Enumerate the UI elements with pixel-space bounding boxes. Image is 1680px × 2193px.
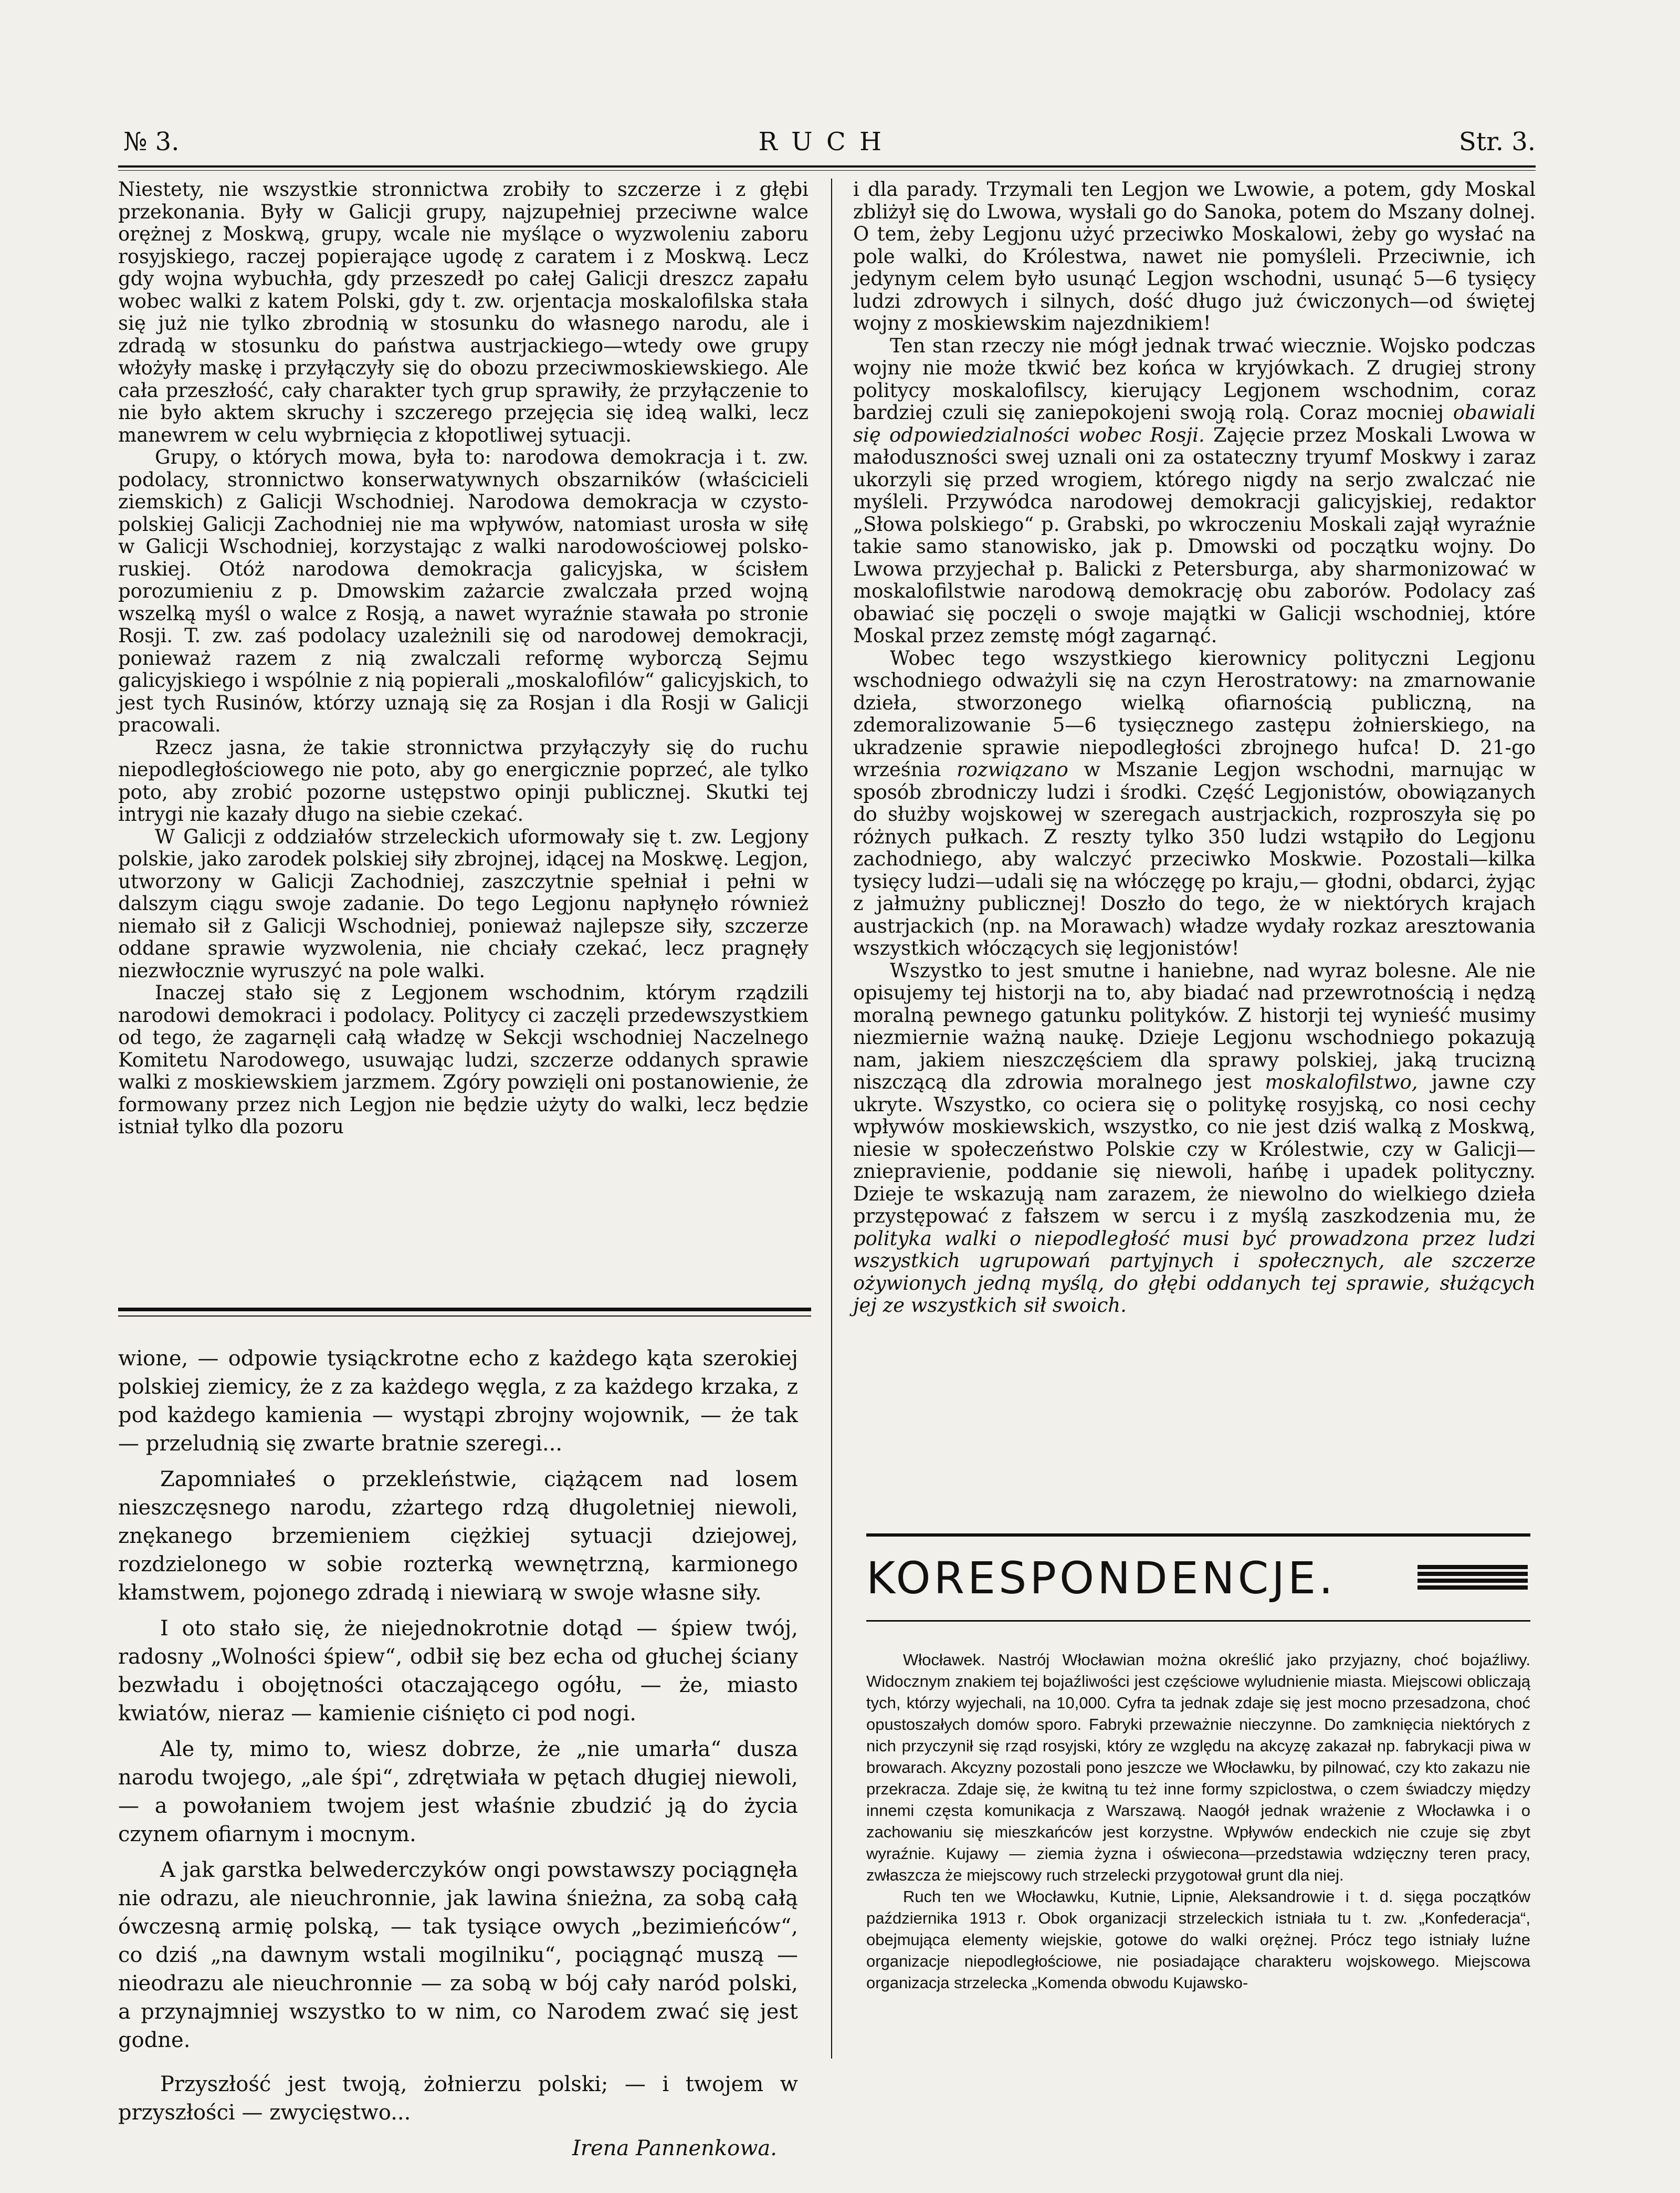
newspaper-title: RUCH	[758, 127, 896, 156]
paragraph: Przyszłość jest twoją, żołnierzu polski; — i twojem w przyszłości — zwycięstwo...	[118, 2072, 798, 2125]
article-column-left	[118, 179, 808, 1139]
column-divider	[831, 179, 832, 2059]
emphasis: moskalofilstwo,	[1265, 1071, 1418, 1093]
paragraph: Niestety, nie wszystkie stronnictwa zrobiły to szczerze i z głębi przekonania. Były w Galicji grupy, najzupełniej przeciwne walce orężnej z Moskwą, grupy, wcale nie myślące o wyzwoleniu zaboru rosyjskiego, raczej popierające ugodę z caratem i z Moskwą. Lecz gdy wojna wybuchła, gdy przeszedł po całej Galicji dreszcz zapału wobec walki z katem Polski, gdy t. zw. orjentacja moskalofilska stała się już nie tylko zbrodnią w stosunku do własnego narodu, ale i zdradą w stosunku do państwa austrjackiego—wtedy owe grupy włożyły maskę i przyłączyły się do obozu przeciwmoskiewskiego. Ale cała przeszłość, cały charakter tych grup sprawiły, że przyłączenie to nie było aktem skruchy i szczerego przejęcia się ideą walki, lecz manewrem w celu wybrnięcia z kłopotliwej sytuacji.	[118, 178, 808, 446]
paragraph: W Galicji z oddziałów strzeleckich uformowały się t. zw. Legjony polskie, jako zarodek polskiej siły zbrojnej, idącej na Moskwę. Legjon, utworzony w Galicji Zachodniej, zaszczytnie spełniał i pełni w dalszym ciągu swoje zadanie. Do tego Legjonu napłynęło również niemało sił z Galicji Wschodniej, ponieważ najlepsze siły, szczerze oddane sprawie wyzwolenia, nie chciały czekać, lecz pragnęły niezwłocznie wyruszyć na pole walki.	[118, 825, 808, 982]
paragraph-text: Wobec tego wszystkiego kierownicy polityczni Legjonu wschodniego odważyli się na czyn Herostratowy: na zmarnowanie dzieła, stworzonego wielką ofiarnością publiczną, na zdemoralizowanie 5—6 tysięcznego zastępu żołnierskiego, na ukradzenie sprawie niepodległości zbrojnego hufca! D. 21-go września	[853, 646, 1536, 781]
paragraph: i dla parady. Trzymali ten Legjon we Lwowie, a potem, gdy Moskal zbliżył się do Lwowa, wysłali go do Sanoka, potem do Mszany dolnej. O tem, żeby Legjonu użyć przeciwko Moskalowi, żeby go wysłać na pole walki, do Królestwa, nawet nie pomyśleli. Przeciwnie, ich jedynym celem było usunąć Legjon wschodni, usunąć 5—6 tysięcy ludzi zdrowych i silnych, dość długo już ćwiczonych—od świętej wojny z moskiewskim najezdnikiem!	[853, 178, 1536, 335]
paragraph-text: w Mszanie Legjon wschodni, marnując w sposób zbrodniczy ludzi i środki. Część Legjonistów, obowiązanych do służby wojskowej w szeregach austrjackich, rozproszyła się po różnych pułkach. Z reszty tylko 350 ludzi wstąpiło do Legjonu zachodniego, aby walczyć przeciwko Moskwie. Pozostali—kilka tysięcy ludzi—udali się na włóczęgę po kraju,— głodni, obdarci, żyjąc z jałmużny publicznej! Doszło do tego, że w niektórych krajach austrjackich (np. na Morawach) władze wydały rozkaz aresztowania wszystkich włóczących się legjonistów!	[853, 758, 1536, 959]
poem-prose-column	[118, 1344, 798, 2163]
paragraph-text: Wszystko to jest smutne i haniebne, nad wyraz bolesne. Ale nie opisujemy tej historji na to, aby biadać nad przewrotnością i nędzą moralną pewnego gatunku polityków. Z historji tej wynieść musimy niezmiernie ważną naukę. Dzieje Legjonu wschodniego pokazują nam, jakiem nieszczęściem dla sprawy polskiej, jaką trucizną niszczącą dla zdrowia moralnego jest	[853, 959, 1536, 1093]
korespondencje-column	[866, 1649, 1530, 1993]
paragraph: Zapomniałeś o przekleństwie, ciążącem nad losem nieszczęsnego narodu, zżartego rdzą długoletniej niewoli, znękanego brzemieniem ciężkiej sytuacji dziejowej, rozdzielonego w sobie rozterką wewnętrzną, karmionego kłamstwem, pojonego zdradą i niewiarą w swoje własne siły.	[118, 1467, 798, 1605]
section-title: KORESPONDENCJE.	[866, 1552, 1336, 1604]
paragraph: wione, — odpowie tysiąckrotne echo z każdego kąta szerokiej polskiej ziemicy, że z za każdego węgla, z za każdego krzaka, z pod każdego kamienia — wystąpi zbrojny wojownik, — że tak — przeludnią się zwarte bratnie szeregi...	[118, 1346, 798, 1456]
paragraph	[853, 335, 1536, 648]
section-rule	[866, 1620, 1530, 1622]
emphasis: obawiali się odpowiedzialności wobec Rosji.	[853, 401, 1536, 446]
paragraph: Rzecz jasna, że takie stronnictwa przyłączyły się do ruchu niepodległościowego nie poto, aby go energicznie poprzeć, ale tylko poto, aby zrobić pozorne ustępstwo opinji publicznej. Skutki tej intrygi nie kazały długo na siebie czekać.	[118, 736, 808, 826]
section-rule-thin	[118, 1315, 811, 1317]
header-rule-thin	[118, 170, 1536, 171]
paragraph: Włocławek. Nastrój Włocławian można określić jako przyjazny, choć bojaźliwy. Widocznym znakiem tej bojaźliwości jest częściowe wyludnienie miasta. Miejscowi obliczają tych, którzy wyjechali, na 10,000. Cyfra ta jednak zdaje się jest mocno przesadzona, choć opustoszałych domów sporo. Fabryki przeważnie nieczynne. Do zamknięcia niektórych z nich przyczynił się rząd rosyjski, który ze względu na akcyzę zakazał np. fabrykacji piwa w browarach. Akcyzny pozostali pono jeszcze we Włocławku, by pilnować, czy kto zakazu nie przekracza. Zdaje się, że kwitną tu też inne formy szpiclostwa, o czem świadczy między innemi częsta komunikacja z Warszawą. Naogół jednak wrażenie z Włocławka i o zachowaniu się mieszkańców jest korzystne. Wpływów endeckich nie czuje się zbyt wyraźnie. Kujawy — ziemia żyzna i oświecona—przedstawia wdzięczny teren pracy, zwłaszcza że miejscowy ruch strzelecki przygotował grunt dla niej.	[866, 1651, 1530, 1884]
paragraph: Ruch ten we Włocławku, Kutnie, Lipnie, Aleksandrowie i t. d. sięga początków października 1913 r. Obok organizacji strzeleckich istniała tu t. zw. „Konfederacja“, obejmująca elementy wiejskie, gotowe do walki orężnej. Prócz tego istniały luźne organizacje niepodległościowe, nie posiadające charakteru wojskowego. Miejscowa organizacja strzelecka „Komenda obwodu Kujawsko-	[866, 1887, 1530, 1992]
page-number: Str. 3.	[1458, 127, 1536, 156]
paragraph: I oto stało się, że niejednokrotnie dotąd — śpiew twój, radosny „Wolności śpiew“, odbił się bez echa od głuchej ściany bezwładu i obojętności otaczającego ogółu, — że, miasto kwiatów, nieraz — kamienie ciśnięto ci pod nogi.	[118, 1616, 798, 1726]
emphasis: polityka walki o niepodległość musi być prowadzona przez ludzi wszystkich ugrupowań partyjnych i społecznych, ale szczerze ożywionych jedną myślą, do głębi oddanych tej sprawie, służących jej ze wszystkich sił swoich.	[853, 1227, 1536, 1317]
emphasis: rozwiązano	[957, 758, 1068, 781]
korespondencje-heading	[866, 1549, 1528, 1607]
author-signature: Irena Pannenkowa.	[572, 2136, 777, 2160]
decorative-bar	[1418, 1565, 1528, 1591]
issue-number: № 3.	[123, 127, 180, 156]
paragraph-text: Ten stan rzeczy nie mógł jednak trwać wiecznie. Wojsko podczas wojny nie może tkwić bez końca w kryjówkach. Z drugiej strony politycy moskalofilscy, kierujący Legjonem wschodnim, coraz bardziej czuli się zaniepokojeni swoją rolą. Coraz mocniej	[853, 334, 1536, 424]
paragraph: A jak garstka belwederczyków ongi powstawszy pociągnęła nie odrazu, ale nieuchronnie, jak lawina śnieżna, za sobą całą ówczesną armię polską, — tak tysiące owych „bezimieńców“, co dziś „na dawnym wstali mogilniku“, pociągnąć muszą — nieodrazu ale nieuchronnie — za sobą w bój cały naród polski, a przynajmniej wszystko to w nim, co Narodem zwać się jest godne.	[118, 1858, 798, 2052]
paragraph: Inaczej stało się z Legjonem wschodnim, którym rządzili narodowi demokraci i podolacy. Politycy ci zaczęli przedewszystkiem od tego, że zagarnęli całą władzę w Sekcji wschodniej Naczelnego Komitetu Narodowego, usuwając ludzi, szczerze oddanych sprawie walki z moskiewskiem jarzmem. Zgóry powzięli oni postanowienie, że formowany przez nich Legjon nie będzie użyty do walki, lecz będzie istniał tylko dla pozoru	[118, 981, 808, 1138]
paragraph: Grupy, o których mowa, była to: narodowa demokracja i t. zw. podolacy, stronnictwo konserwatywnych obszarników (właścicieli ziemskich) z Galicji Wschodniej. Narodowa demokracja w czysto-polskiej Galicji Zachodniej nie ma wpływów, natomiast urosła w siłę w Galicji Wschodniej, korzystając z walki narodowościowej polsko-ruskiej. Otóż narodowa demokracja galicyjska, w ścisłem porozumieniu z p. Dmowskim zażarcie zwalczała przed wojną wszelką myśl o walce z Rosją, a nawet wyraźnie stawała po stronie Rosji. T. zw. zaś podolacy uzależnili się od narodowej demokracji, ponieważ razem z nią zwalczali reformę wyborczą Sejmu galicyjskiego i wspólnie z nią popierali „moskalofilów“ galicyjskich, to jest tych Rusinów, którzy uznają się za Rosjan i dla Rosji w Galicji pracowali.	[118, 446, 808, 736]
section-rule	[118, 1308, 811, 1311]
paragraph	[853, 960, 1536, 1317]
section-rule	[866, 1533, 1530, 1537]
paragraph: Ale ty, mimo to, wiesz dobrze, że „nie umarła“ dusza narodu twojego, „ale śpi“, zdrętwiała w pętach długiej niewoli, — a powołaniem twojem jest właśnie zbudzić ją do życia czynem ofiarnym i mocnym.	[118, 1737, 798, 1846]
paragraph	[853, 648, 1536, 960]
header-rule	[118, 165, 1536, 168]
article-column-right	[853, 179, 1536, 1317]
paragraph-text: Zajęcie przez Moskali Lwowa w małoduszności swej uznali oni za ostateczny tryumf Moskwy i zaraz ukorzyli się przed wrogiem, którego nigdy na serjo zwalczać nie myśleli. Przywódca narodowej demokracji galicyjskiej, redaktor „Słowa polskiego“ p. Grabski, po wkroczeniu Moskali zajął wyraźnie takie samo stanowisko, jak p. Dmowski od początku wojny. Do Lwowa przyjechał p. Balicki z Petersburga, aby sharmonizować w moskalofilstwie narodową demokrację obu zaborów. Podolacy zaś obawiać się poczęli o swoje majątki w Galicji wschodniej, które Moskal przez zemstę mógł zagarnąć.	[853, 423, 1536, 647]
paragraph-text: jawne czy ukryte. Wszystko, co ociera się o politykę rosyjską, co nosi cechy wpływów moskiewskich, wszystko, co nie jest dziś walką z Moskwą, niesie w społeczeństwo Polskie czy w Królestwie, czy w Galicji—zniepravienie, poddanie się niewoli, hańbę i upadek polityczny. Dzieje te wskazują nam zarazem, że niewolno do wielkiego dzieła przystępować z fałszem w sercu i z myślą zaszkodzenia mu, że	[853, 1071, 1536, 1227]
